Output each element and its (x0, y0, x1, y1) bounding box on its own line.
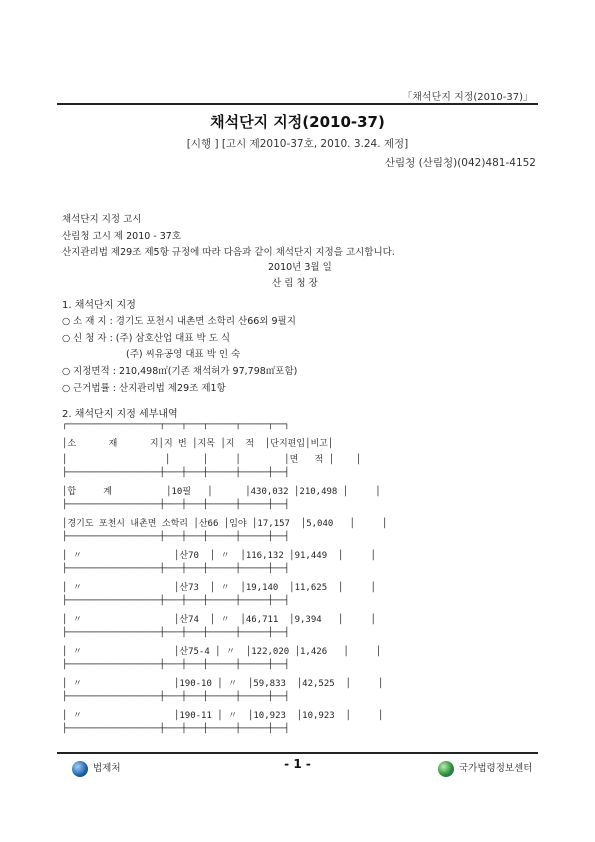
enforcement-info: [시행 ] [고시 제2010-37호, 2010. 3.24. 제정] (186, 138, 409, 150)
table-line: ├─────────────────┼───┼───┼─────┼─────┼──┤ (62, 500, 290, 510)
bullet-mark: ○ (62, 316, 71, 327)
table-line: │합 계 │10필 │ │430,032 │210,498 │ │ (62, 487, 381, 497)
footer-brand-right (438, 760, 532, 777)
table-line: ├─────────────────┼───┼───┼─────┼─────┼──┤ (62, 692, 290, 702)
document-tag: 「채석단지 지정(2010-37)」 (402, 92, 533, 103)
applicant-text: 신 청 자 : (주) 삼호산업 대표 박 도 식 (73, 333, 231, 344)
table-line: │소 재 지│지 번 │지목 │지 적 │단지편입│비고│ (62, 439, 334, 449)
table-line: ├─────────────────┼───┼───┼─────┼─────┼──┤ (62, 468, 290, 478)
page-number: - 1 - (284, 757, 311, 771)
table-line: ├─────────────────┼───┼───┼─────┼─────┼──┤ (62, 660, 290, 670)
list-item (62, 330, 230, 344)
bullet-mark: ○ (62, 366, 71, 377)
list-item (62, 313, 296, 327)
section2-heading: 2. 채석단지 지정 세부내역 (62, 409, 178, 420)
notice-statement: 산지관리법 제29조 제5항 규정에 따라 다음과 같이 채석단지 지정을 고시합니다. (62, 247, 395, 258)
table-line: ├─────────────────┼───┼───┼─────┼─────┼──┤ (62, 532, 290, 542)
table-line: │ 〃 │산74 │ 〃 │46,711 │9,394 │ │ (62, 615, 376, 625)
table-line: ┌─────────────────┬───┬───┬─────┬─────┬──┐ (62, 420, 290, 430)
list-item (126, 346, 240, 360)
notice-heading: 채석단지 지정 고시 (62, 214, 142, 225)
law-center-logo-icon (438, 761, 454, 777)
footer-divider (57, 752, 538, 754)
bullet-mark: ○ (62, 383, 71, 394)
table-line: │ 〃 │190-11 │ 〃 │10,923 │10,923 │ │ (62, 711, 384, 721)
table-line: │ 〃 │산70 │ 〃 │116,132 │91,449 │ │ (62, 551, 376, 561)
notice-signer: 산 림 청 장 (272, 278, 318, 289)
notice-date: 2010년 3월 일 (268, 262, 332, 273)
notice-number: 산림청 고시 제 2010 - 37호 (62, 231, 182, 242)
list-item (62, 380, 226, 394)
table-line: │ 〃 │190-10 │ 〃 │59,833 │42,525 │ │ (62, 679, 384, 689)
table-line: ├─────────────────┼───┼───┼─────┼─────┼──┤ (62, 628, 290, 638)
bullet-mark: ○ (62, 333, 71, 344)
page-title: 채석단지 지정(2010-37) (210, 113, 385, 131)
legal-basis-text: 근거법률 : 산지관리법 제29조 제1항 (73, 383, 226, 394)
table-line: │ 〃 │산75-4 │ 〃 │122,020 │1,426 │ │ (62, 647, 382, 657)
footer-right-label: 국가법령정보센터 (459, 763, 533, 774)
table-line: ├─────────────────┼───┼───┼─────┼─────┼──┤ (62, 564, 290, 574)
table-line: ├─────────────────┼───┼───┼─────┼─────┼──┤ (62, 596, 290, 606)
table-line: │ │ │ │ │면 적 │ │ (62, 455, 362, 465)
applicant-text-2: (주) 씨유공영 대표 박 인 숙 (126, 349, 241, 360)
location-text: 소 재 지 : 경기도 포천시 내촌면 소학리 산66외 9필지 (73, 316, 296, 327)
table-line: ├─────────────────┼───┼───┼─────┼─────┼──┤ (62, 724, 290, 734)
footer-left-label: 법제처 (93, 763, 121, 774)
agency-contact: 산림청 (산림청)(042)481-4152 (384, 157, 536, 169)
header-divider (57, 103, 538, 105)
table-line: │경기도 포천시 내촌면 소학리 │산66 │임야 │17,157 │5,040 │ │ (62, 519, 388, 529)
area-text: 지정면적 : 210,498㎡(기존 채석허가 97,798㎡포함) (73, 366, 298, 377)
table-line: │ 〃 │산73 │ 〃 │19,140 │11,625 │ │ (62, 583, 376, 593)
list-item (62, 363, 297, 377)
section1-heading: 1. 채석단지 지정 (62, 300, 136, 311)
detail-table (62, 420, 387, 740)
